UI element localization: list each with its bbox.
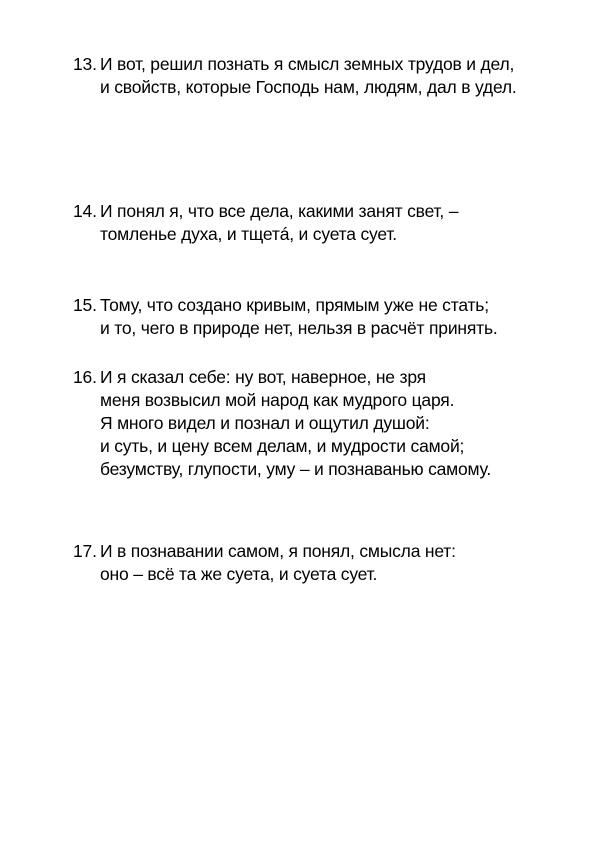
verse-line (73, 412, 573, 435)
verse-text: меня возвысил мой народ как мудрого царя. (100, 390, 455, 410)
verse-text: И вот, решил познать я смысл земных трудов и дел, (100, 54, 515, 74)
verse-line (73, 53, 573, 76)
verse-14 (73, 200, 573, 246)
verse-number: 13. (73, 54, 97, 74)
verse-text: и суть, и цену всем делам, и мудрости самой; (100, 436, 465, 456)
verse-text: томленье духа, и тщетá, и суета сует. (100, 224, 397, 244)
verse-16 (73, 366, 573, 481)
verse-text: И понял я, что все дела, какими занят свет, – (100, 201, 459, 221)
verse-line (73, 389, 573, 412)
verse-13 (73, 53, 573, 99)
verse-number: 15. (73, 295, 97, 315)
verse-text: Тому, что создано кривым, прямым уже не стать; (100, 295, 489, 315)
verse-text: оно – всё та же суета, и суета сует. (100, 564, 378, 584)
verse-text: и свойств, которые Господь нам, людям, дал в удел. (100, 77, 517, 97)
verse-line (73, 200, 573, 223)
verse-text: И в познавании самом, я понял, смысла нет: (100, 541, 456, 561)
verse-line (73, 458, 573, 481)
verse-text: безумству, глупости, уму – и познаванью самому. (100, 459, 492, 479)
verse-number: 14. (73, 201, 97, 221)
verse-text: И я сказал себе: ну вот, наверное, не зря (100, 367, 426, 387)
verse-line (73, 294, 573, 317)
verse-line (73, 563, 573, 586)
verse-17 (73, 540, 573, 586)
verse-line (73, 540, 573, 563)
verse-line (73, 76, 573, 99)
verse-line (73, 366, 573, 389)
verse-line (73, 223, 573, 246)
verse-text: и то, чего в природе нет, нельзя в расчёт принять. (100, 318, 498, 338)
verse-line (73, 317, 573, 340)
verse-number: 17. (73, 541, 97, 561)
verse-15 (73, 294, 573, 340)
verse-text: Я много видел и познал и ощутил душой: (100, 413, 430, 433)
verse-number: 16. (73, 367, 97, 387)
verse-line (73, 435, 573, 458)
